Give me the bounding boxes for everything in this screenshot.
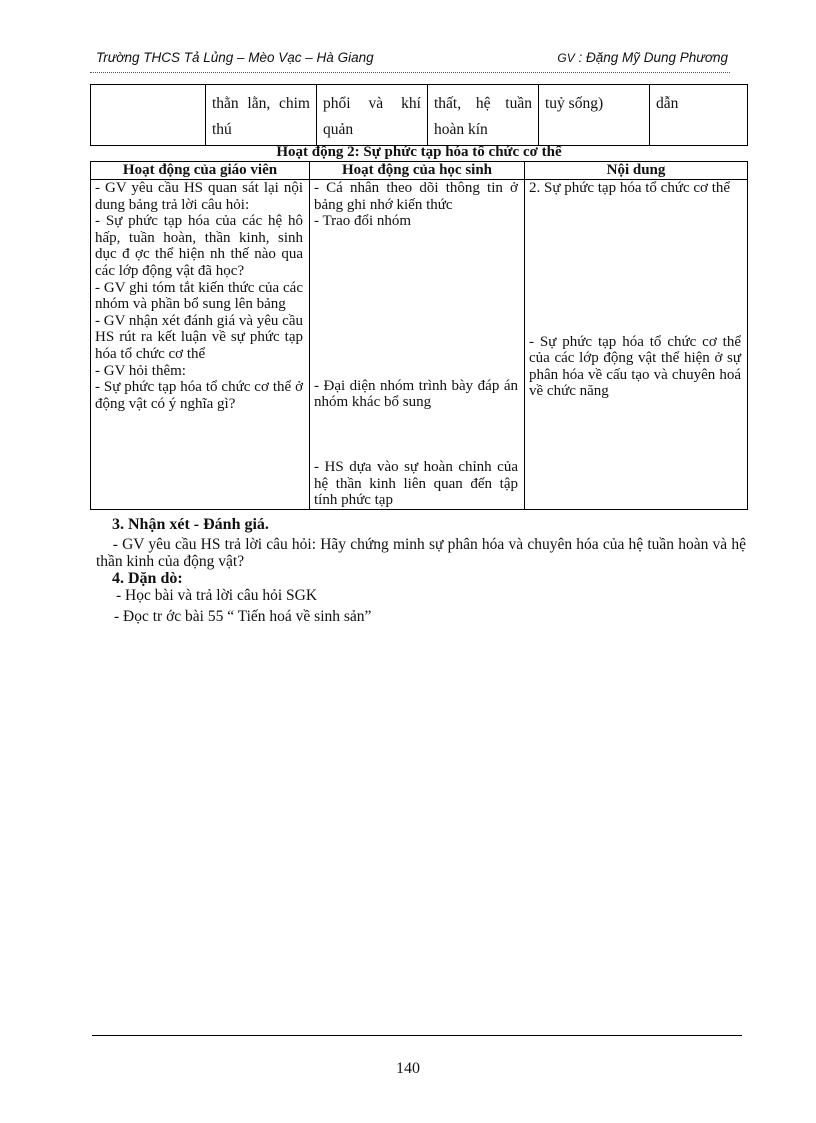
teacher-activity-cell <box>91 180 310 510</box>
table-row <box>91 85 748 146</box>
student-step: - Trao đổi nhóm <box>314 213 412 230</box>
table-cell <box>91 85 206 146</box>
table-header-row <box>91 162 748 180</box>
teacher-step: - Sự phức tạp hóa của các hệ hô hấp, tuần hoàn, thần kinh, sinh dục đ ợc thể hiện nh thế nào qua các lớp động vật đã học? <box>95 213 303 279</box>
section-number: 3. <box>112 516 124 533</box>
spacer <box>314 230 518 378</box>
table-cell: tuỷ sống) <box>539 85 650 146</box>
teacher-step: - GV nhận xét đánh giá và yêu cầu HS rút ra kết luận về sự phức tạp hóa tổ chức cơ thể <box>95 312 303 362</box>
section-3-text <box>96 536 746 570</box>
student-activity-cell <box>310 180 525 510</box>
table-cell <box>428 85 539 146</box>
student-step: - HS dựa vào sự hoàn chỉnh của hệ thần kinh liên quan đến tập tính phức tạp <box>314 458 518 509</box>
cell-text: thất, hệ tuần hoàn kín <box>434 95 532 138</box>
spacer <box>314 411 518 459</box>
homework-item: - Đọc tr ớc bài 55 “ Tiến hoá về sinh sản” <box>114 608 372 625</box>
section-3-heading <box>112 516 269 534</box>
table-row <box>91 180 748 510</box>
continued-table <box>90 84 748 146</box>
cell-text: thằn lằn, chim thú <box>212 95 310 138</box>
section-title: Nhận xét - Đánh giá. <box>124 516 269 533</box>
cell-text: phổi và khí quản <box>323 95 421 138</box>
table-cell <box>206 85 317 146</box>
activity-title: Hoạt động 2: Sự phức tạp hóa tổ chức cơ thể <box>276 144 562 160</box>
teacher-step: - GV ghi tóm tắt kiến thức của các nhóm và phần bổ sung lên bảng <box>95 279 303 313</box>
assessment-question: - GV yêu cầu HS trả lời câu hỏi: Hãy chứng minh sự phân hóa và chuyên hóa của hệ tuần hoàn và hệ thần kinh của động vật? <box>96 536 746 570</box>
section-number: 4. <box>112 570 124 587</box>
column-header-student: Hoạt động của học sinh <box>310 162 525 180</box>
teacher-prefix: GV <box>557 51 575 65</box>
student-step: - Đại diện nhóm trình bày đáp án nhóm khác bổ sung <box>314 377 518 411</box>
table-cell: dẫn <box>650 85 748 146</box>
page-number: 140 <box>396 1060 420 1077</box>
footer-rule <box>92 1035 742 1036</box>
column-header-content: Nội dung <box>525 162 748 180</box>
homework-item: - Học bài và trả lời câu hỏi SGK <box>116 587 318 604</box>
content-conclusion: - Sự phức tạp hóa tổ chức cơ thể của các lớp động vật thể hiện ở sự phân hóa về cấu tạo và chuyên hoá về chức năng <box>529 333 741 400</box>
teacher-name <box>557 50 728 65</box>
header-rule <box>90 72 730 73</box>
teacher-step: - Sự phức tạp hóa tổ chức cơ thể ở động vật có ý nghĩa gì? <box>95 379 303 412</box>
table-cell <box>317 85 428 146</box>
student-step: - Cá nhân theo dõi thông tin ở bảng ghi nhớ kiến thức <box>314 180 518 213</box>
teacher-step: - GV yêu cầu HS quan sát lại nội dung bảng trả lời câu hỏi: <box>95 180 303 213</box>
school-name: Trường THCS Tả Lủng – Mèo Vạc – Hà Giang <box>96 50 374 65</box>
activity-table <box>90 161 748 510</box>
section-4-heading <box>112 570 183 588</box>
spacer <box>529 197 741 334</box>
content-cell <box>525 180 748 510</box>
teacher-fullname: : Đặng Mỹ Dung Phương <box>574 50 728 65</box>
teacher-step: - GV hỏi thêm: <box>95 362 186 379</box>
page-header <box>96 50 728 70</box>
column-header-teacher: Hoạt động của giáo viên <box>91 162 310 180</box>
content-heading: 2. Sự phức tạp hóa tổ chức cơ thể <box>529 180 731 196</box>
section-title: Dặn dò: <box>124 570 183 587</box>
